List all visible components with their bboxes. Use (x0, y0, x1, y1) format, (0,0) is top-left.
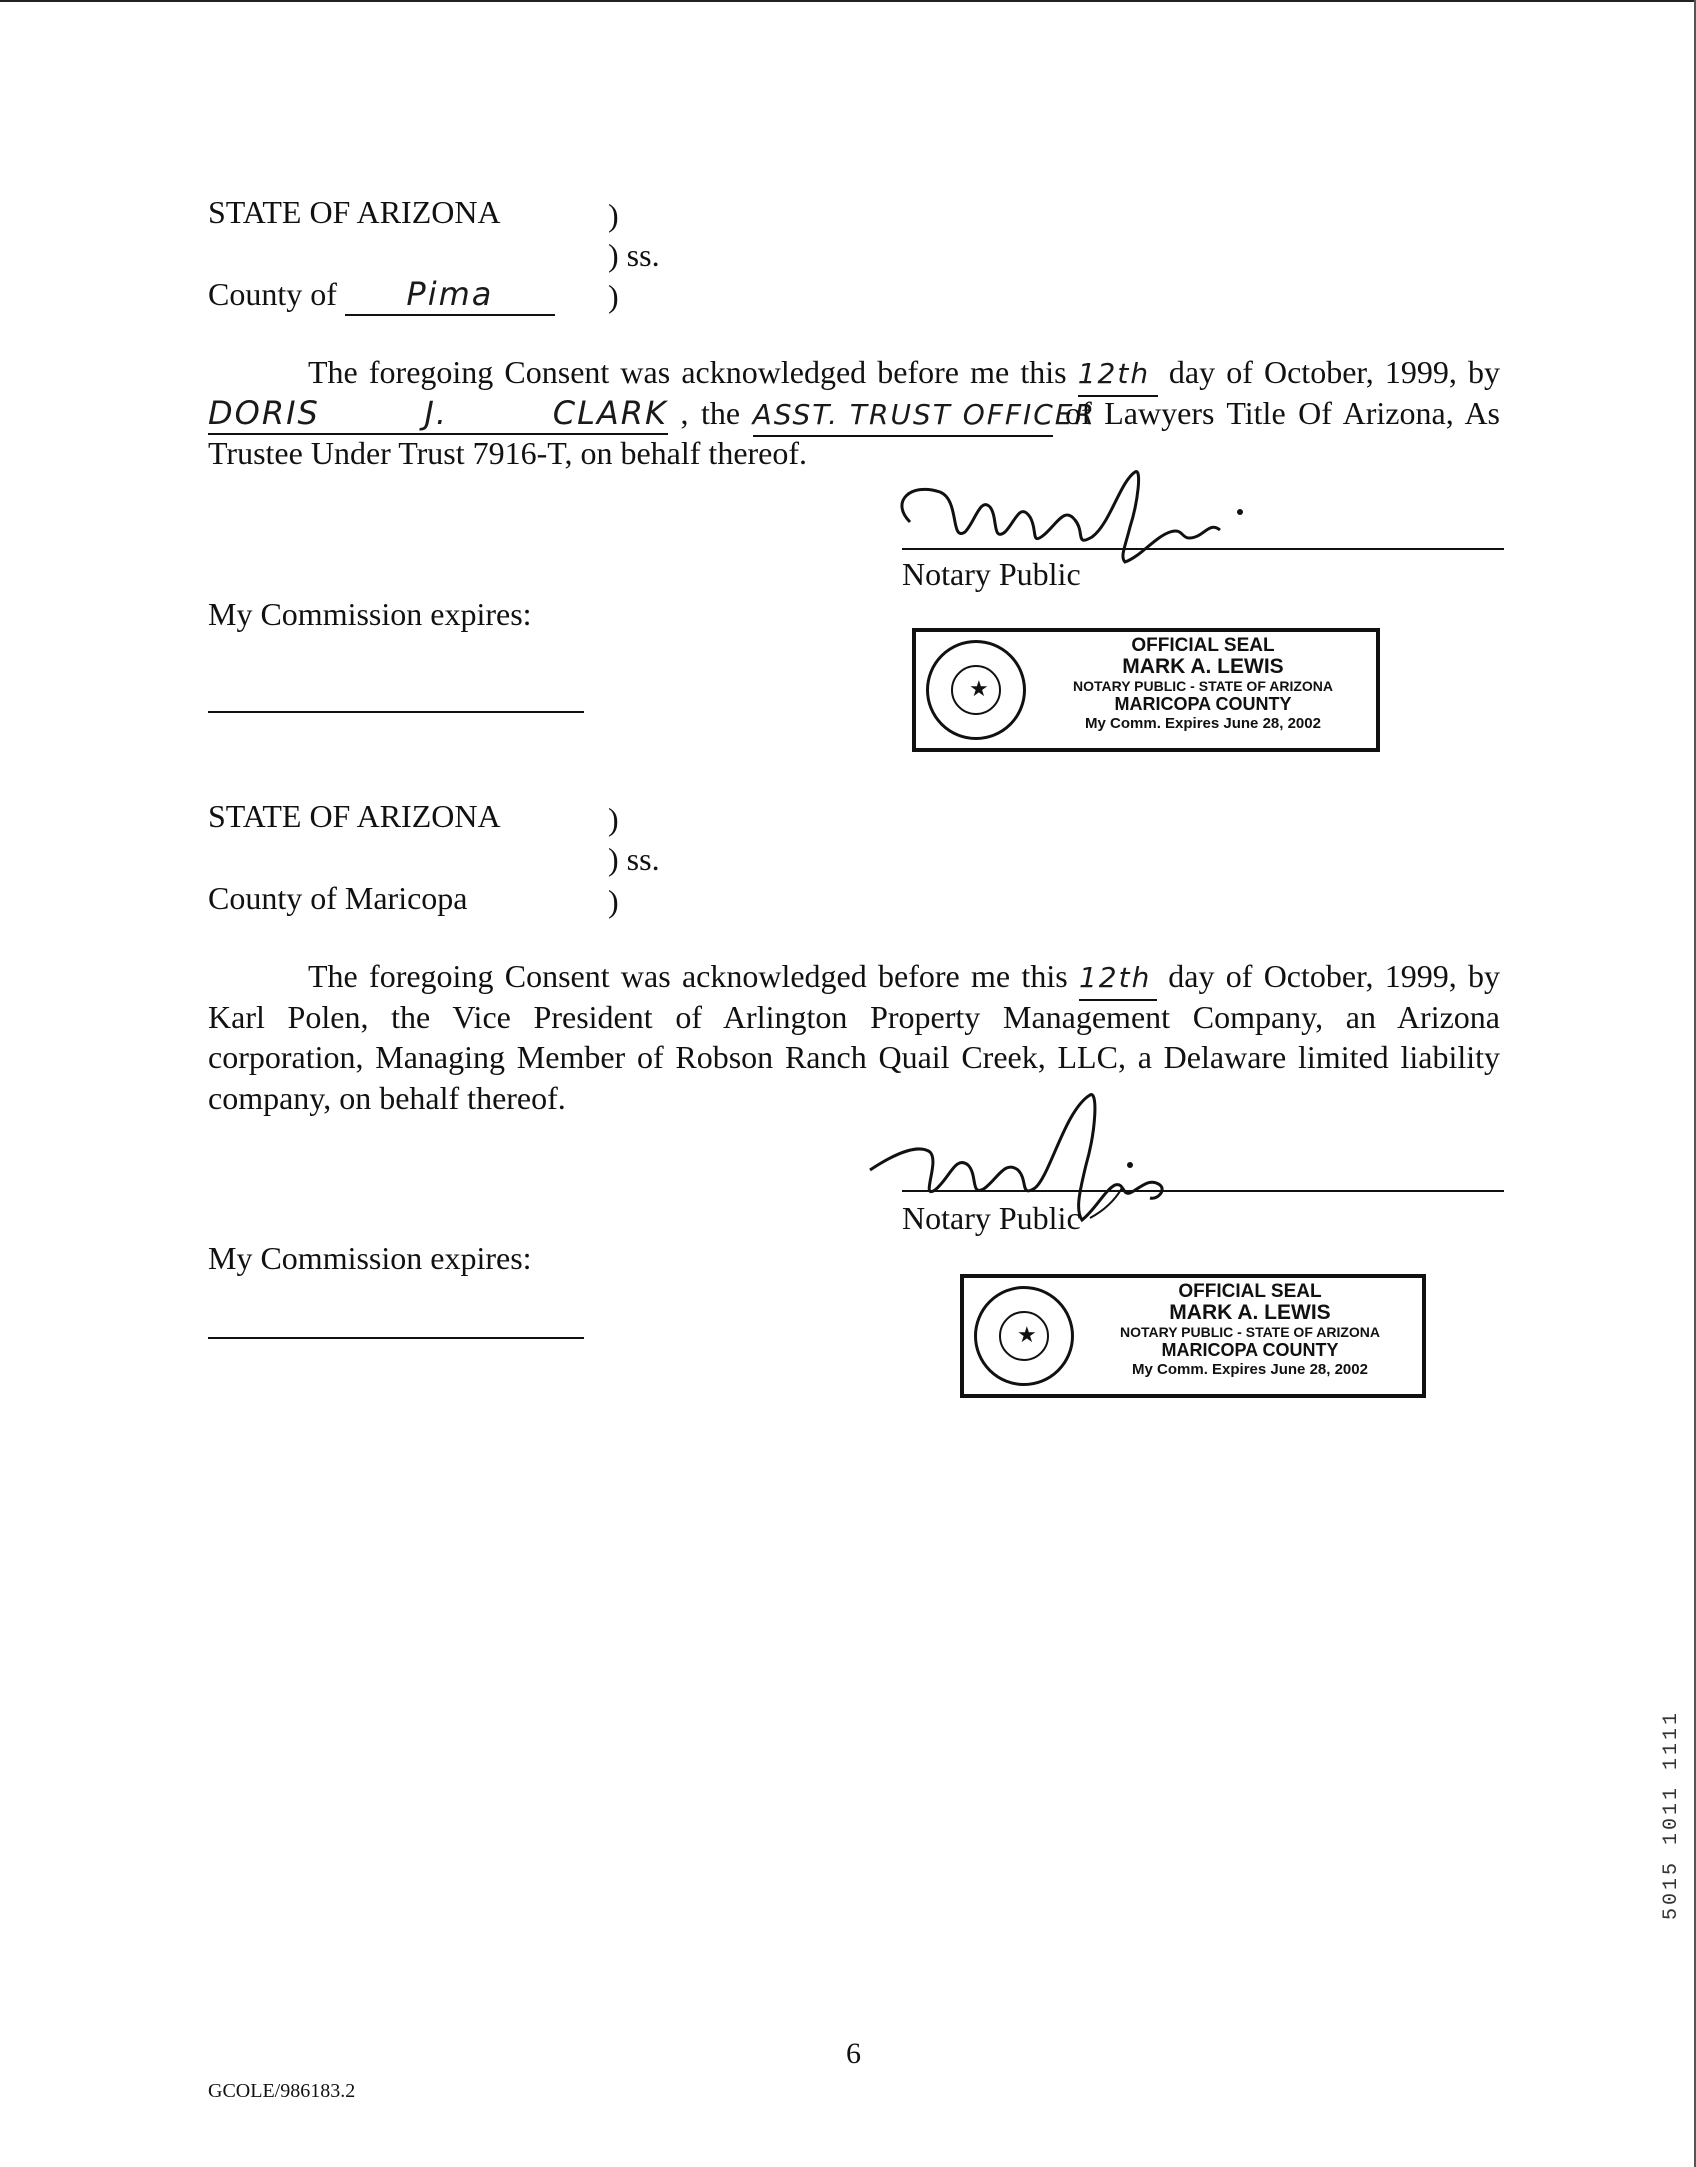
state-heading: STATE OF ARIZONA (208, 798, 501, 834)
commission-date-line (208, 711, 584, 713)
scan-edge (0, 0, 1696, 2)
para-line: Karl Polen, the Vice President of Arlington Property Management Company, an Arizona (208, 998, 1500, 1035)
para-line: company, on behalf thereof. (208, 1079, 566, 1116)
signer-title-handwritten: ASST. TRUST OFFICER (753, 393, 1053, 438)
county-label: County of (208, 276, 337, 312)
venue-paren: ) (608, 801, 619, 837)
day-handwritten: 12th (1079, 956, 1157, 1001)
county-line: County of Maricopa (208, 880, 468, 916)
signature-line (902, 1190, 1504, 1192)
signer-name-handwritten: DORIS J. CLARK (208, 393, 668, 436)
commission-expires-label: My Commission expires: (208, 596, 532, 632)
county-handwritten: Pima (345, 274, 555, 316)
acknowledgment-paragraph (208, 956, 1500, 1118)
para-line: corporation, Managing Member of Robson Ranch Quail Creek, LLC, a Delaware limited liability (208, 1039, 1500, 1075)
notary-public-label: Notary Public (902, 1200, 1081, 1236)
para-line: Trustee Under Trust 7916-T, on behalf thereof. (208, 435, 808, 471)
state-seal-icon: ★ (974, 1286, 1074, 1386)
commission-date-line (208, 1337, 584, 1339)
venue-paren: ) (608, 278, 619, 314)
para-line: The foregoing Consent was acknowledged before me this 12th day of October, 1999, by (208, 956, 1500, 997)
acknowledgment-paragraph (208, 352, 1500, 474)
signature-line (902, 548, 1504, 550)
para-line: DORIS J. CLARK , the ASST. TRUST OFFICER of Lawyers Title Of Arizona, As (208, 393, 1500, 434)
page-number: 6 (846, 2037, 861, 2070)
county-line (208, 274, 555, 316)
document-id: GCOLE/986183.2 (208, 2080, 356, 2102)
ss-label: ) ss. (608, 841, 660, 877)
para-line: The foregoing Consent was acknowledged before me this 12th day of October, 1999, by (208, 352, 1500, 393)
commission-expires-label: My Commission expires: (208, 1240, 532, 1276)
official-seal-stamp: ★ OFFICIAL SEAL MARK A. LEWIS NOTARY PUBLIC - STATE OF ARIZONA MARICOPA COUNTY My Comm. Expires June 28, 2002 (912, 628, 1380, 752)
day-handwritten: 12th (1078, 352, 1158, 397)
margin-filing-stamp: 5015 1011 1111 (1660, 1709, 1683, 1920)
state-seal-icon: ★ (926, 640, 1026, 740)
venue-paren: ) (608, 197, 619, 233)
notary-public-label: Notary Public (902, 556, 1081, 592)
state-heading: STATE OF ARIZONA (208, 194, 501, 230)
official-seal-stamp: ★ OFFICIAL SEAL MARK A. LEWIS NOTARY PUBLIC - STATE OF ARIZONA MARICOPA COUNTY My Comm. Expires June 28, 2002 (960, 1274, 1426, 1398)
venue-paren: ) (608, 883, 619, 919)
ss-label: ) ss. (608, 237, 660, 273)
